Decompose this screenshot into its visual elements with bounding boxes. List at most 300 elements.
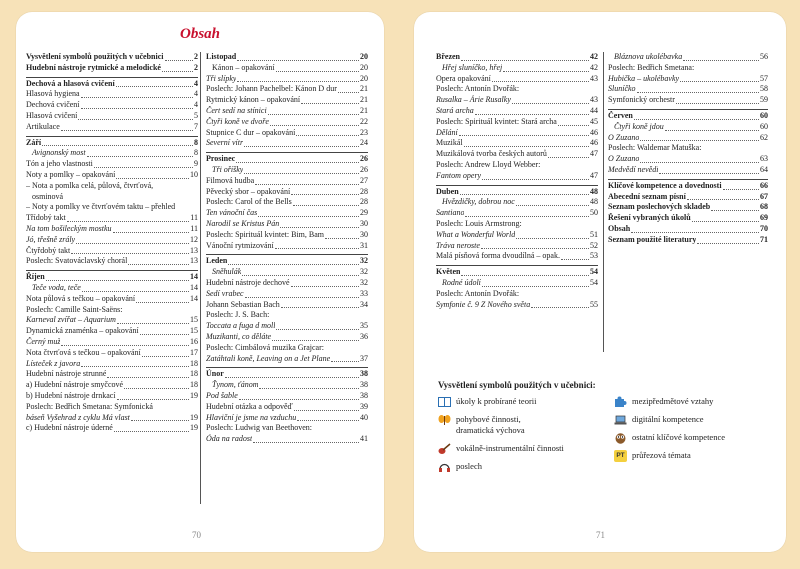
toc-section-heading <box>608 202 768 213</box>
toc-entry <box>206 289 368 300</box>
toc-entry-title: Johann Sebastian Bach <box>206 299 280 309</box>
toc-page-number: 43 <box>590 95 598 105</box>
toc-page-number: 30 <box>360 229 368 239</box>
toc-entry <box>26 148 198 159</box>
leader-dots <box>687 199 759 200</box>
toc-page-number: 4 <box>194 78 198 88</box>
leader-dots <box>228 264 359 265</box>
leader-dots <box>76 243 189 244</box>
toc-page-number: 21 <box>360 84 368 94</box>
leader-dots <box>237 81 359 82</box>
toc-column-right-2 <box>608 52 768 246</box>
toc-entry-continuation <box>608 74 768 85</box>
toc-page-number: 47 <box>590 149 598 159</box>
toc-entry <box>26 202 198 213</box>
toc-page-number: 15 <box>190 326 198 336</box>
leader-dots <box>723 189 759 190</box>
toc-entry-title: Květen <box>436 267 461 277</box>
legend-item <box>614 450 691 462</box>
toc-page-number: 26 <box>360 164 368 174</box>
toc-section-heading <box>436 265 598 278</box>
toc-page-number: 55 <box>590 299 598 309</box>
toc-entry <box>26 170 198 181</box>
toc-entry <box>206 128 368 139</box>
toc-page-number: 10 <box>190 169 198 179</box>
toc-entry-title: Seznam poslechových skladeb <box>608 202 711 212</box>
toc-section-heading <box>436 185 598 198</box>
toc-entry-title: Čtyři koně jdou <box>614 121 664 131</box>
toc-column-left-2 <box>206 52 368 445</box>
toc-entry-title: Nota čtvrťová s tečkou – opakování <box>26 347 141 357</box>
toc-entry-title: Hudební nástroje rytmické a melodické <box>26 62 161 72</box>
toc-page-number: 32 <box>360 256 368 266</box>
toc-entry <box>608 84 768 95</box>
toc-page-number: 51 <box>590 229 598 239</box>
leader-dots <box>683 60 759 61</box>
toc-entry-title: Poslech: Louis Armstrong: <box>436 218 522 228</box>
toc-section-heading <box>608 224 768 235</box>
toc-page-number: 64 <box>760 164 768 174</box>
toc-entry-title: Stará archa <box>436 105 474 115</box>
leader-dots <box>503 71 589 72</box>
toc-entry <box>608 133 768 144</box>
legend-label: průřezová témata <box>632 450 691 460</box>
owl-icon <box>614 432 627 444</box>
leader-dots <box>67 221 190 222</box>
toc-page-number: 13 <box>190 245 198 255</box>
toc-entry-title: Poslech: Spirituál kvintet: Bim, Bam <box>206 229 324 239</box>
toc-entry <box>436 208 598 219</box>
leader-dots <box>711 210 759 211</box>
toc-page-number: 28 <box>360 186 368 196</box>
leader-dots <box>516 238 589 239</box>
legend-label: pohybové činnosti, <box>456 414 521 424</box>
toc-entry-title: Bláznova ukolébavka <box>614 52 683 61</box>
toc-entry-title: Lísteček z javora <box>26 358 81 368</box>
toc-column-left-1 <box>26 52 198 434</box>
leader-dots <box>162 71 193 72</box>
toc-page-number: 53 <box>590 251 598 261</box>
toc-page-number: 69 <box>760 213 768 223</box>
toc-entry <box>608 63 768 74</box>
toc-page-number: 35 <box>360 321 368 331</box>
toc-entry-title: Noty a pomlky – opakování <box>26 169 116 179</box>
leader-dots <box>692 221 759 222</box>
toc-page-number: 34 <box>360 299 368 309</box>
toc-entry-title: Pěvecký sbor – opakování <box>206 186 291 196</box>
toc-section-heading <box>26 52 198 63</box>
toc-entry-title: Poslech: Carol of the Bells <box>206 197 292 207</box>
toc-entry-title: Avignonský most <box>32 148 86 158</box>
toc-entry-title: Karneval zvířat – Aquarium <box>26 315 116 325</box>
toc-page-number: 48 <box>590 186 598 196</box>
toc-page-number: 30 <box>360 218 368 228</box>
leader-dots <box>124 388 189 389</box>
toc-section-heading <box>26 63 198 74</box>
toc-page-number: 44 <box>590 105 598 115</box>
toc-page-number: 68 <box>760 202 768 212</box>
page-number: 70 <box>192 530 201 540</box>
toc-page-number: 17 <box>190 347 198 357</box>
toc-entry-title: Hudební otázka a odpověď <box>206 401 293 411</box>
toc-section-heading <box>608 179 768 192</box>
toc-page-number: 63 <box>760 154 768 164</box>
toc-entry <box>26 89 198 100</box>
toc-entry-continuation <box>436 171 598 182</box>
toc-entry-title: Poslech: Waldemar Matuška: <box>608 143 702 153</box>
leader-dots <box>225 377 359 378</box>
toc-entry-title: báseň Vyšehrad z cyklu Má vlast <box>26 412 130 422</box>
toc-entry <box>206 95 368 106</box>
leader-dots <box>140 334 189 335</box>
legend-label: poslech <box>456 461 482 471</box>
leader-dots <box>561 259 589 260</box>
toc-entry-title: What a Wonderful World <box>436 229 516 239</box>
toc-entry-title: Dynamická znaménka – opakování <box>26 326 139 336</box>
toc-entry-title: Rytmický kánon – opakování <box>206 95 301 105</box>
toc-page-number: 71 <box>760 234 768 244</box>
leader-dots <box>131 420 189 421</box>
leader-dots <box>640 162 759 163</box>
leader-dots <box>297 420 359 421</box>
leader-dots <box>42 145 193 146</box>
toc-page-number: 4 <box>194 100 198 110</box>
leader-dots <box>459 135 589 136</box>
leader-dots <box>461 275 589 276</box>
toc-page-number: 54 <box>590 277 598 287</box>
legend-item <box>438 414 525 436</box>
toc-page-number: 14 <box>190 293 198 303</box>
leader-dots <box>338 92 359 93</box>
legend-label: vokálně-instrumentální činnosti <box>456 443 564 453</box>
toc-entry <box>436 84 598 95</box>
toc-page-number: 66 <box>760 180 768 190</box>
page-number: 71 <box>596 530 605 540</box>
toc-entry-continuation <box>26 413 198 424</box>
toc-entry-title: Poslech: Johann Pachelbel: Kánon D dur <box>206 84 337 94</box>
toc-section-heading <box>206 254 368 267</box>
toc-page-number: 5 <box>194 110 198 120</box>
toc-entry <box>206 138 368 149</box>
toc-entry-title: Třídobý takt <box>26 213 66 223</box>
toc-entry-title: Duben <box>436 186 459 196</box>
toc-entry-title: Klíčové kompetence a dovednosti <box>608 180 722 190</box>
toc-entry-title: Tři oříšky <box>212 164 244 174</box>
toc-entry <box>206 106 368 117</box>
toc-entry-title: Poslech: Andrew Lloyd Webber: <box>436 159 541 169</box>
toc-entry-title: Tráva neroste <box>436 240 480 250</box>
leader-dots <box>142 356 189 357</box>
toc-entry-title: b) Hudební nástroje drnkací <box>26 390 116 400</box>
leader-dots <box>78 119 193 120</box>
toc-entry <box>26 402 198 413</box>
toc-entry-title: Poslech: Bedřich Smetana: Symfonická <box>26 401 153 411</box>
toc-entry-title: Filmová hudba <box>206 175 255 185</box>
toc-entry <box>26 391 198 402</box>
page-title: Obsah <box>179 26 220 42</box>
toc-entry-title: Muzikanti, co děláte <box>206 331 272 341</box>
toc-entry-title: Symfonie č. 9 Z Nového světa <box>436 299 531 309</box>
toc-page-number: 13 <box>190 256 198 266</box>
toc-page-number: 20 <box>360 73 368 83</box>
toc-entry-title: Poslech: J. S. Bach: <box>206 310 270 320</box>
toc-entry-title: Září <box>26 137 42 147</box>
toc-entry-title: O Zuzano <box>608 132 640 142</box>
laptop-icon <box>614 414 627 426</box>
toc-page-number: 41 <box>360 434 368 444</box>
toc-page-number: 18 <box>190 369 198 379</box>
toc-entry-title: Poslech: Ludwig van Beethoven: <box>206 423 312 433</box>
toc-entry <box>436 197 598 208</box>
toc-entry <box>608 52 768 63</box>
toc-entry <box>608 122 768 133</box>
leader-dots <box>71 253 189 254</box>
toc-page-number: 8 <box>194 148 198 158</box>
leader-dots <box>492 81 589 82</box>
toc-entry <box>206 300 368 311</box>
toc-entry-title: Poslech: Antonín Dvořák: <box>436 84 520 94</box>
leader-dots <box>464 146 589 147</box>
toc-entry <box>26 213 198 224</box>
leader-dots <box>631 232 759 233</box>
toc-page-number: 2 <box>194 62 198 72</box>
leader-dots <box>268 114 359 115</box>
column-divider <box>200 52 201 504</box>
toc-entry-title: Pod šable <box>206 390 238 400</box>
toc-entry <box>26 122 198 133</box>
leader-dots <box>107 377 189 378</box>
toc-page-number: 7 <box>194 121 198 131</box>
leader-dots <box>242 275 359 276</box>
toc-page-number: 62 <box>760 132 768 142</box>
toc-entry <box>26 369 198 380</box>
toc-entry <box>206 165 368 176</box>
toc-entry <box>436 149 598 160</box>
legend-item <box>614 432 725 444</box>
toc-section-heading <box>26 77 198 90</box>
toc-entry-title: Řešení vybraných úkolů <box>608 213 691 223</box>
leader-dots <box>516 205 589 206</box>
toc-entry-title: Sluníčko <box>608 84 636 94</box>
legend-item <box>438 443 564 455</box>
toc-entry-title: Listopad <box>206 52 237 61</box>
toc-entry-title: Červen <box>608 110 633 120</box>
toc-entry <box>436 251 598 262</box>
leader-dots <box>548 157 589 158</box>
toc-entry <box>206 219 368 230</box>
toc-entry-title: Poslech: Spirituál kvintet: Stará archa <box>436 116 557 126</box>
toc-entry-title: Narodil se Kristus Pán <box>206 218 280 228</box>
toc-page-number: 32 <box>360 267 368 277</box>
toc-page-number: 52 <box>590 240 598 250</box>
toc-entry <box>26 423 198 434</box>
leader-dots <box>259 388 359 389</box>
toc-page-number: 56 <box>760 52 768 61</box>
toc-entry <box>26 100 198 111</box>
leader-dots <box>253 442 359 443</box>
toc-page-number: 20 <box>360 52 368 61</box>
toc-page-number: 60 <box>760 110 768 120</box>
toc-section-heading <box>26 270 198 283</box>
toc-entry-title: Hlasová cvičení <box>26 110 78 120</box>
toc-page-number: 37 <box>360 353 368 363</box>
toc-page-number: 21 <box>360 105 368 115</box>
toc-page-number: 27 <box>360 175 368 185</box>
toc-page-number: 24 <box>360 138 368 148</box>
leader-dots <box>634 119 759 120</box>
leader-dots <box>116 86 193 87</box>
toc-entry-continuation <box>206 434 368 445</box>
toc-entry-title: Dechová a hlasová cvičení <box>26 78 115 88</box>
toc-entry-title: Muzikál <box>436 138 463 148</box>
toc-entry <box>436 74 598 85</box>
butterfly-icon <box>438 414 451 426</box>
toc-entry <box>26 337 198 348</box>
leader-dots <box>680 81 759 82</box>
toc-entry <box>206 117 368 128</box>
leader-dots <box>291 286 359 287</box>
toc-page-number: 4 <box>194 89 198 99</box>
toc-page-number: 8 <box>194 137 198 147</box>
toc-entry <box>608 95 768 106</box>
leader-dots <box>128 264 189 265</box>
toc-entry-title: Sněhulák <box>212 267 242 277</box>
leader-dots <box>294 410 359 411</box>
toc-page-number: 39 <box>360 401 368 411</box>
toc-entry <box>26 305 198 316</box>
toc-entry-title: Říjen <box>26 272 45 282</box>
toc-entry <box>26 159 198 170</box>
toc-entry <box>206 380 368 391</box>
toc-entry <box>206 332 368 343</box>
toc-entry-title: Hvězdičky, dobrou noc <box>442 197 515 207</box>
toc-entry <box>26 181 198 192</box>
leader-dots <box>296 135 359 136</box>
toc-section-heading <box>26 136 198 149</box>
toc-entry <box>206 267 368 278</box>
leader-dots <box>558 125 589 126</box>
toc-entry-title: Březen <box>436 52 460 61</box>
toc-entry <box>436 117 598 128</box>
toc-page-number: 9 <box>194 159 198 169</box>
toc-entry-title: Medvědí nevědí <box>608 164 659 174</box>
toc-entry-title: Opera opakování <box>436 73 491 83</box>
leader-dots <box>165 60 194 61</box>
toc-entry <box>206 413 368 424</box>
toc-entry-title: Poslech: Cimbálová muzika Grajcar: <box>206 342 324 352</box>
leader-dots <box>659 173 759 174</box>
leader-dots <box>461 60 589 61</box>
toc-entry <box>206 241 368 252</box>
toc-entry-continuation <box>608 154 768 165</box>
toc-entry-title: Prosinec <box>206 154 236 164</box>
leader-dots <box>46 280 189 281</box>
toc-page-number: 15 <box>190 315 198 325</box>
toc-page-number: 46 <box>590 138 598 148</box>
toc-entry-title: Sedí vrabec <box>206 288 244 298</box>
toc-entry-title: Kánon – opakování <box>212 62 275 72</box>
toc-entry-title: Poslech: Camille Saint-Saëns: <box>26 304 123 314</box>
toc-entry <box>436 138 598 149</box>
leader-dots <box>280 227 359 228</box>
toc-entry <box>26 380 198 391</box>
legend-title: Vysvětlení symbolů použitých v učebnici: <box>438 380 596 390</box>
toc-section-heading <box>436 52 598 63</box>
toc-entry-title: Černý muž <box>26 336 61 346</box>
toc-page-number: 48 <box>590 197 598 207</box>
toc-page-number: 67 <box>760 191 768 201</box>
leader-dots <box>460 194 589 195</box>
toc-entry <box>26 294 198 305</box>
toc-page-number: 42 <box>590 62 598 72</box>
toc-entry <box>206 343 368 354</box>
leader-dots <box>272 340 359 341</box>
toc-entry-title: Artikulace <box>26 121 60 131</box>
toc-entry-title: Symfonický orchestr <box>608 95 675 105</box>
toc-entry <box>436 63 598 74</box>
toc-entry-title: Tři slípky <box>206 73 237 83</box>
toc-page-number: 43 <box>590 73 598 83</box>
toc-entry-title: Teče voda, teče <box>32 282 81 292</box>
leader-dots <box>275 248 359 249</box>
toc-entry-title: Dechová cvičení <box>26 100 80 110</box>
toc-entry <box>206 187 368 198</box>
toc-page-number: 58 <box>760 84 768 94</box>
toc-entry-continuation: osminová <box>32 191 64 201</box>
toc-page-number: 50 <box>590 208 598 218</box>
toc-entry <box>206 208 368 219</box>
toc-page-number: 18 <box>190 380 198 390</box>
leader-dots <box>117 323 189 324</box>
instrument-icon <box>438 443 451 455</box>
toc-entry-title: Na tom bošileckým mostku <box>26 223 112 233</box>
toc-entry-title: Hudební nástroje dechové <box>206 277 290 287</box>
toc-entry-title: Santiano <box>436 208 465 218</box>
leader-dots <box>301 103 359 104</box>
toc-entry-continuation <box>436 230 598 241</box>
toc-entry-continuation <box>206 321 368 332</box>
leader-dots <box>81 366 189 367</box>
toc-entry <box>206 176 368 187</box>
toc-page-number: 14 <box>190 272 198 282</box>
toc-page-number: 38 <box>360 390 368 400</box>
toc-entry <box>436 219 598 230</box>
leader-dots <box>82 291 189 292</box>
legend-item <box>614 414 704 426</box>
toc-entry-title: Vysvětlení symbolů použitých v učebnici <box>26 52 164 61</box>
toc-page-number: 60 <box>760 121 768 131</box>
toc-page-number: 28 <box>360 197 368 207</box>
toc-entry-title: Hlasová hygiena <box>26 89 80 99</box>
toc-entry <box>26 326 198 337</box>
toc-page-number: 14 <box>190 282 198 292</box>
right-page <box>414 12 786 552</box>
leader-dots <box>116 178 189 179</box>
leader-dots <box>481 248 589 249</box>
toc-entry-title: Malá písňová forma dvoudílná – opak. <box>436 251 560 261</box>
leader-dots <box>81 108 193 109</box>
toc-entry-title: Ten vánoční čas <box>206 208 258 218</box>
legend-item <box>438 396 537 408</box>
toc-section-heading <box>206 367 368 380</box>
leader-dots <box>255 184 359 185</box>
toc-entry-title: Stupnice C dur – opakování <box>206 127 296 137</box>
toc-entry <box>206 63 368 74</box>
legend-item <box>614 396 713 408</box>
toc-entry-title: Muzikálová tvorba českých autorů <box>436 149 547 159</box>
toc-page-number: 57 <box>760 73 768 83</box>
toc-section-heading <box>206 52 368 63</box>
